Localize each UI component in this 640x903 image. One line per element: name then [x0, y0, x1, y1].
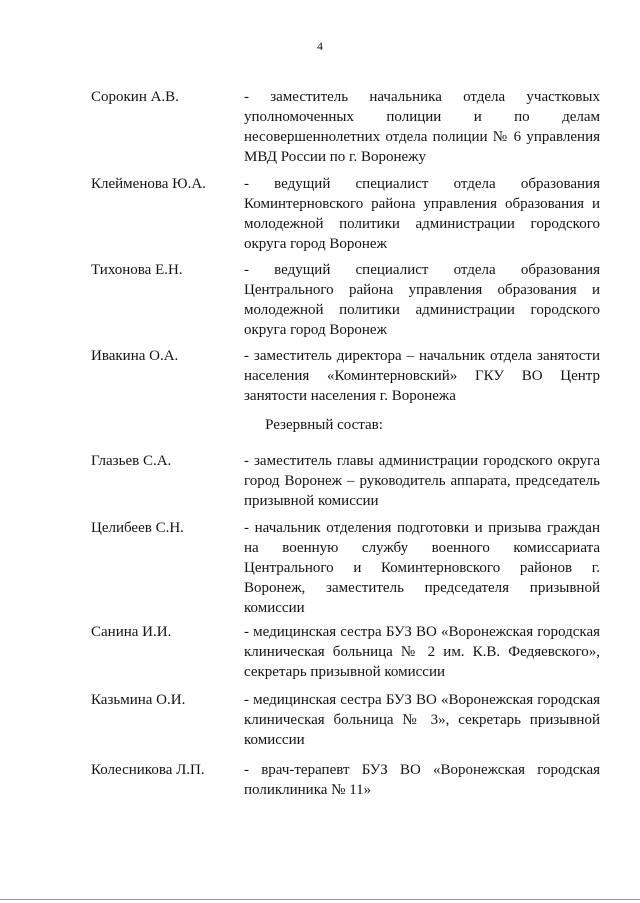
- member-role: - ведущий специалист отдела образования Коминтерновского района управления образования и молодежной политики администрации городского округа город Воронеж: [244, 176, 600, 252]
- reserve-member-name: Целибеев С.Н.: [91, 520, 184, 536]
- reserve-member-role: - начальник отделения подготовки и призыва граждан на военную службу военного комиссариата Центрального и Коминтерновского районов г. Воронеж, заместитель председателя призывной комиссии: [244, 520, 600, 616]
- member-role: - заместитель начальника отдела участковых уполномоченных полиции и по делам несовершеннолетних отдела полиции № 6 управления МВД России по г. Воронежу: [244, 89, 600, 165]
- reserve-member-role: - врач-терапевт БУЗ ВО «Воронежская городская поликлиника № 11»: [244, 762, 600, 798]
- reserve-section-title: Резервный состав:: [265, 417, 383, 433]
- member-name: Сорокин А.В.: [91, 89, 179, 105]
- member-role: - ведущий специалист отдела образования Центрального района управления образования и молодежной политики администрации городского округа город Воронеж: [244, 262, 600, 338]
- member-name: Ивакина О.А.: [91, 348, 179, 364]
- reserve-member-name: Казьмина О.И.: [91, 692, 186, 708]
- reserve-member-role: - медицинская сестра БУЗ ВО «Воронежская городская клиническая больница № 2 им. К.В. Федяевского», секретарь призывной комиссии: [244, 624, 600, 680]
- member-name: Клейменова Ю.А.: [91, 176, 206, 192]
- reserve-member-name: Санина И.И.: [91, 624, 172, 640]
- member-name: Тихонова Е.Н.: [91, 262, 183, 278]
- member-role: - заместитель директора – начальник отдела занятости населения «Коминтерновский» ГКУ ВО Центр занятости населения г. Воронежа: [244, 348, 600, 404]
- page-bottom-edge: [0, 899, 640, 900]
- page-number: 4: [317, 39, 323, 53]
- reserve-member-role: - медицинская сестра БУЗ ВО «Воронежская городская клиническая больница № 3», секретарь призывной комиссии: [244, 692, 600, 748]
- reserve-member-name: Колесникова Л.П.: [91, 762, 205, 778]
- reserve-member-name: Глазьев С.А.: [91, 453, 172, 469]
- reserve-member-role: - заместитель главы администрации городского округа город Воронеж – руководитель аппарата, председатель призывной комиссии: [244, 453, 600, 509]
